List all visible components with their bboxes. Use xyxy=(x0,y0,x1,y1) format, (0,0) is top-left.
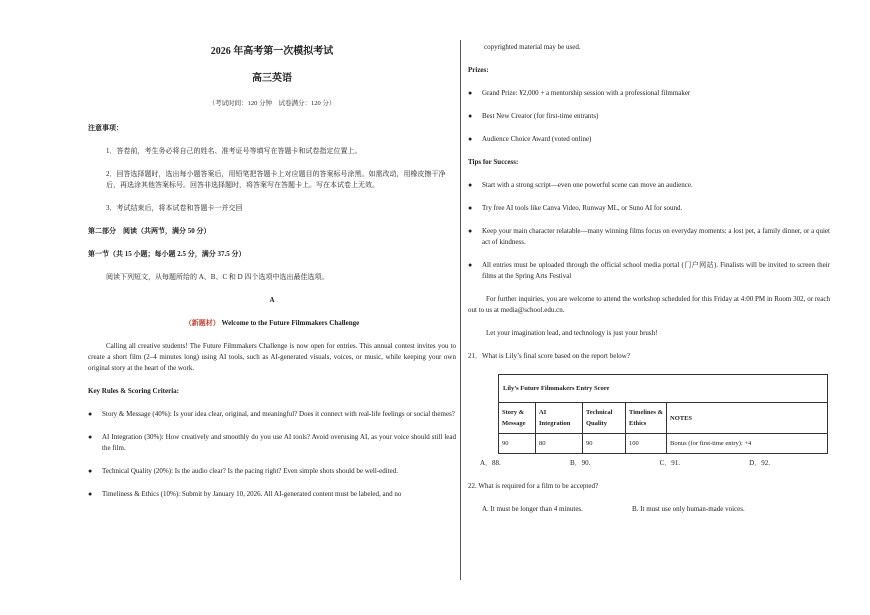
passage-title-line xyxy=(88,318,456,329)
table-cell: Bonus (for first-time entry): +4 xyxy=(667,434,828,454)
part-heading: 第二部分 阅读（共两节，满分 50 分） xyxy=(88,227,211,235)
passage-letter: A xyxy=(269,296,275,304)
table-cell: 80 xyxy=(536,434,583,454)
table-row xyxy=(499,403,828,434)
table-row xyxy=(499,375,828,403)
bullet-icon: ● xyxy=(468,227,473,235)
score-table xyxy=(498,374,828,454)
notes-heading: 注意事项： xyxy=(88,124,123,132)
prize-item: ● Grand Prize: ¥2,000 + a mentorship session with a professional filmmaker xyxy=(468,89,691,97)
section-instruction: 阅读下列短文，从每题所给的 A、B、C 和 D 四个选项中选出最佳选项。 xyxy=(106,273,329,281)
bullet-icon: ● xyxy=(468,112,473,120)
exam-meta: （考试时间：120 分钟 试卷满分：120 分） xyxy=(208,100,336,107)
prizes-heading: Prizes: xyxy=(468,66,489,74)
bullet-icon: ● xyxy=(468,261,473,269)
table-cell: 90 xyxy=(583,434,626,454)
prize-item: ● Audience Choice Award (voted online) xyxy=(468,135,592,143)
table-header: Timelines & Ethics xyxy=(626,403,667,434)
bullet-icon: ● xyxy=(88,490,93,498)
closing-paragraph: For further inquiries, you are welcome to attend the workshop scheduled for this Friday at 4:00 PM in Room 302, or reach out to us at media@school.edu.cn. xyxy=(468,295,830,314)
rules-heading: Key Rules & Scoring Criteria: xyxy=(88,387,179,395)
table-row xyxy=(499,434,828,454)
table-header: Story & Message xyxy=(499,403,536,434)
rule-item: ● Timeliness & Ethics (10%): Submit by January 10, 2026. All AI-generated content must be labeled, and no xyxy=(88,490,402,498)
option-c: C．91. xyxy=(659,459,680,467)
bullet-icon: ● xyxy=(88,410,93,418)
option-a: A. It must be longer than 4 minutes. xyxy=(482,505,583,513)
q22-options xyxy=(468,504,830,515)
bullet-icon: ● xyxy=(468,204,473,212)
note-item: 2．回答选择题时，选出每小题答案后，用铅笔把答题卡上对应题目的答案标号涂黑。如需改动，用橡皮擦干净后，再选涂其他答案标号。回答非选择题时，将答案写在答题卡上。写在本试卷上无效。 xyxy=(106,170,446,189)
rule-item: ● Technical Quality (20%): Is the audio clear? Is the pacing right? Even simple shots should be well-edited. xyxy=(88,467,398,475)
tip-item: ● Try free AI tools like Canva Video, Runway ML, or Suno AI for sound. xyxy=(468,204,683,212)
bullet-icon: ● xyxy=(88,467,93,475)
note-item: 1．答卷前，考生务必将自己的姓名、准考证号等填写在答题卡和试卷指定位置上。 xyxy=(106,147,362,155)
note-item: 3．考试结束后，将本试卷和答题卡一并交回 xyxy=(106,204,243,212)
column-divider xyxy=(460,40,461,580)
table-cell: 90 xyxy=(499,434,536,454)
option-b: B．90. xyxy=(569,459,591,467)
exam-title: 2026 年高考第一次模拟考试 xyxy=(210,46,334,57)
table-header: AI Integration xyxy=(536,403,583,434)
tips-heading: Tips for Success: xyxy=(468,158,519,166)
exam-subtitle: 高三英语 xyxy=(252,73,292,84)
bullet-icon: ● xyxy=(468,181,473,189)
tip-item: ● All entries must be uploaded through the official school media portal (门户网站). Finalists will be invited to screen their films at the Spring Arts Festival xyxy=(468,261,830,280)
passage-intro: Calling all creative students! The Future Filmmakers Challenge is now open for entries. This annual contest invites you to create a short film (2–4 minutes long) using AI tools, such as AI-generated visuals, voices, or music, while keeping your own original story at the heart of the work. xyxy=(88,342,456,372)
question-21: 21．What is Lily’s final score based on the report below? xyxy=(468,352,630,360)
section-heading: 第一节（共 15 小题；每小题 2.5 分，满分 37.5 分） xyxy=(88,250,246,258)
passage-title: Welcome to the Future Filmmakers Challenge xyxy=(221,319,360,327)
table-header: NOTES xyxy=(667,403,828,434)
tip-item: ● Keep your main character relatable—many winning films focus on everyday moments: a lost pet, a family dinner, or a quiet act of kindness. xyxy=(468,227,830,246)
right-column xyxy=(468,42,830,515)
tip-item: ● Start with a strong script—even one powerful scene can move an audience. xyxy=(468,181,693,189)
closing-line: Let your imagination lead, and technology is just your brush! xyxy=(486,329,658,337)
left-column xyxy=(88,42,456,512)
option-d: D．92. xyxy=(749,459,770,467)
table-header: Technical Quality xyxy=(583,403,626,434)
option-b: B. It must use only human-made voices. xyxy=(632,505,745,513)
bullet-icon: ● xyxy=(88,433,93,441)
bullet-icon: ● xyxy=(468,135,473,143)
rule-item: ● Story & Message (40%): Is your idea clear, original, and meaningful? Does it connect with real-life feelings or social themes? xyxy=(88,410,455,418)
option-a: A．88. xyxy=(480,459,501,467)
table-title: Lily’s Future Filmmakers Entry Score xyxy=(499,375,828,403)
q21-options xyxy=(468,458,830,469)
prize-item: ● Best New Creator (for first-time entrants) xyxy=(468,112,599,120)
rules-continued: copyrighted material may be used. xyxy=(484,43,581,51)
new-topic-tag: （新题材） xyxy=(184,319,220,327)
rule-item: ● AI Integration (30%): How creatively and smoothly do you use AI tools? Avoid overusing AI, as your voice should still lead the film. xyxy=(88,433,456,452)
question-22: 22. What is required for a film to be accepted? xyxy=(468,482,599,490)
table-cell: 100 xyxy=(626,434,667,454)
bullet-icon: ● xyxy=(468,89,473,97)
